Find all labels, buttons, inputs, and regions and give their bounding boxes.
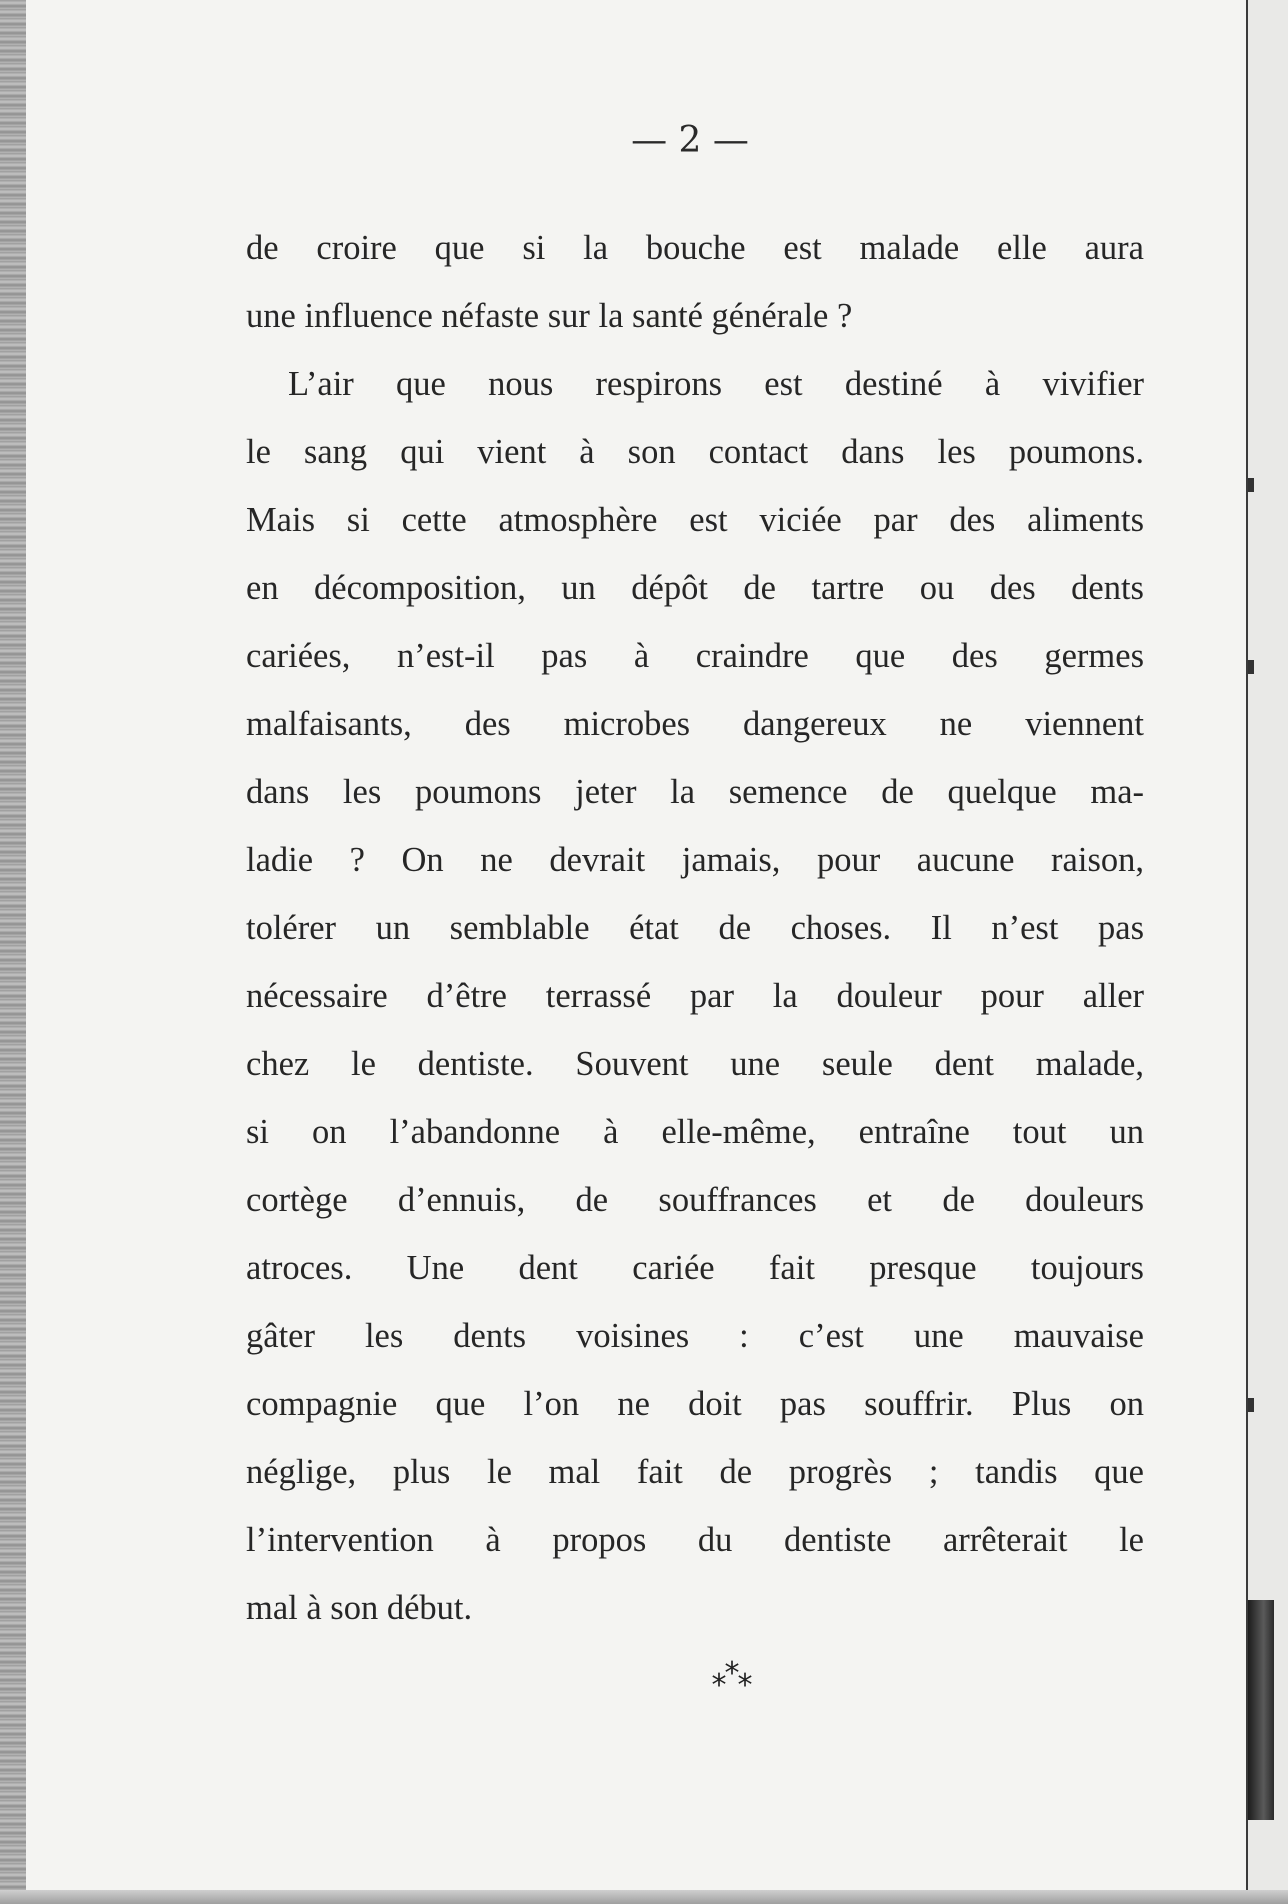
asterisk: *: [711, 1668, 725, 1703]
edge-mark: [1248, 1398, 1254, 1412]
text-line: le sang qui vient à son contact dans les poumons.: [246, 433, 1144, 471]
text-line: gâter les dents voisines : c’est une mauvaise: [246, 1317, 1144, 1355]
edge-mark: [1248, 478, 1254, 492]
text-line: cortège d’ennuis, de souffrances et de douleurs: [246, 1181, 1144, 1219]
text-line: malfaisants, des microbes dangereux ne viennent: [246, 705, 1144, 743]
text-line: mal à son début.: [246, 1589, 473, 1627]
text-line: L’air que nous respirons est destiné à vivifier: [288, 365, 1144, 403]
text-line: dans les poumons jeter la semence de quelque ma-: [246, 773, 1144, 811]
text-line: ladie ? On ne devrait jamais, pour aucune raison,: [246, 841, 1144, 879]
text-line: atroces. Une dent cariée fait presque toujours: [246, 1249, 1144, 1287]
page-number: — 2 —: [631, 120, 749, 161]
asterisk: *: [724, 1656, 738, 1691]
text-line: néglige, plus le mal fait de progrès ; tandis que: [246, 1453, 1144, 1491]
text-line: si on l’abandonne à elle-même, entraîne tout un: [246, 1113, 1144, 1151]
text-line: chez le dentiste. Souvent une seule dent malade,: [246, 1045, 1144, 1083]
edge-mark: [1248, 660, 1254, 674]
body-text: [246, 214, 1144, 1642]
text-line: tolérer un semblable état de choses. Il n’est pas: [246, 909, 1144, 947]
asterism-ornament: [0, 1656, 1288, 1703]
text-line: l’intervention à propos du dentiste arrêterait le: [246, 1521, 1144, 1559]
text-line: en décomposition, un dépôt de tartre ou des dents: [246, 569, 1144, 607]
text-line: cariées, n’est-il pas à craindre que des germes: [246, 637, 1144, 675]
text-line: nécessaire d’être terrassé par la douleur pour aller: [246, 977, 1144, 1015]
text-line: compagnie que l’on ne doit pas souffrir. Plus on: [246, 1385, 1144, 1423]
asterisk: *: [737, 1668, 751, 1703]
page-edge-tab: [1248, 1600, 1274, 1820]
text-line: Mais si cette atmosphère est viciée par des aliments: [246, 501, 1144, 539]
text-line: de croire que si la bouche est malade elle aura: [246, 229, 1144, 267]
page-bottom-edge: [0, 1890, 1288, 1904]
text-line: une influence néfaste sur la santé générale ?: [246, 297, 853, 335]
